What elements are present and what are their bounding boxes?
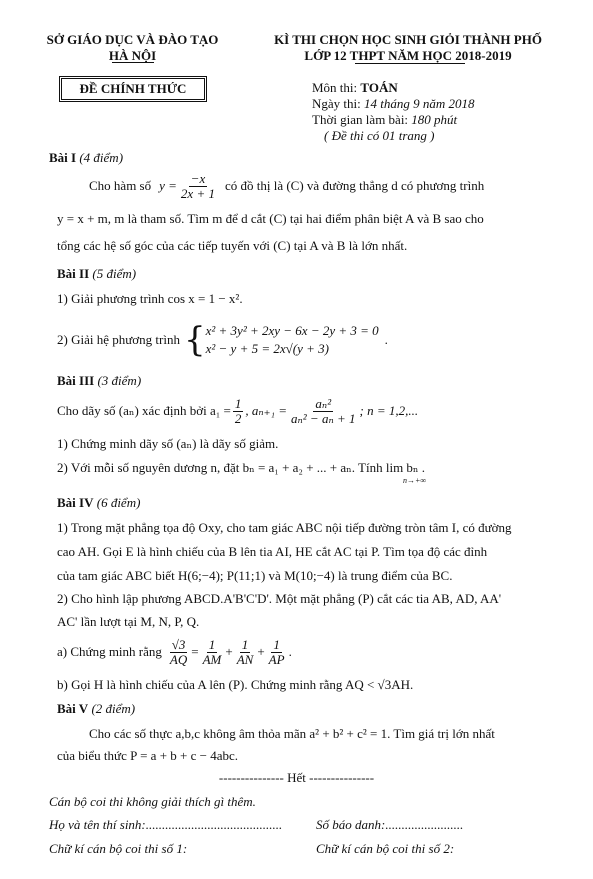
section-3-question-1: 1) Chứng minh dãy số (aₙ) là dãy số giảm. xyxy=(57,436,279,451)
function-fraction xyxy=(179,172,217,200)
section-1-line-2: y = x + m, m là tham số. Tìm m để d cắt (C) tại hai điểm phân biệt A và B sao cho xyxy=(57,211,484,226)
section-4-title: Bài IV xyxy=(57,495,94,510)
function-numerator: −x xyxy=(190,170,206,186)
pa-plus-1: + xyxy=(225,644,233,659)
exam-subtitle: LỚP 12 THPT NĂM HỌC 2018-2019 xyxy=(304,48,512,63)
part-a-label: a) Chứng minh rằng xyxy=(57,644,162,659)
sqrt3-over-aq xyxy=(168,638,189,666)
section-1-line-3: tổng các hệ số góc của các tiếp tuyến với (C) tại A và B là lớn nhất. xyxy=(57,238,408,253)
section-1-points: (4 điểm) xyxy=(79,150,124,165)
system-equation-2: x² − y + 5 = 2x√(y + 3) xyxy=(205,341,329,356)
section-4-part-b: b) Gọi H là hình chiếu của A lên (P). Chứng minh rằng AQ < √3AH. xyxy=(57,677,414,692)
subject-label: Môn thi: xyxy=(312,80,358,95)
pa-equals: = xyxy=(191,644,199,659)
sequence-def-c: ; n = 1,2,... xyxy=(359,403,419,418)
city-name: HÀ NỘI xyxy=(108,48,157,63)
equation-system xyxy=(206,322,379,358)
header-rule-right xyxy=(355,63,465,64)
header-rule-left xyxy=(112,62,154,63)
system-equation-1: x² + 3y² + 2xy − 6x − 2y + 3 = 0 xyxy=(205,323,379,338)
sequence-def-b: , aₙ₊₁ = xyxy=(245,403,288,418)
pa-end: . xyxy=(288,644,292,659)
section-5-heading xyxy=(57,701,135,717)
section-2-points: (5 điểm) xyxy=(92,266,137,281)
pa-f3-den: AN xyxy=(236,651,254,667)
time-label: Thời gian làm bài: xyxy=(312,112,409,127)
section-4-p1-line-2: cao AH. Gọi E là hình chiếu của B lên tia AI, HE cắt AC tại P. Tìm tọa độ các đỉnh xyxy=(57,544,488,559)
recurrence-denominator: aₙ² − aₙ + 1 xyxy=(291,410,356,426)
one-over-am xyxy=(201,638,224,666)
a1-denominator: 2 xyxy=(234,410,242,426)
section-3-points: (3 điểm) xyxy=(97,373,142,388)
section-3-title: Bài III xyxy=(57,373,95,388)
section-1-line-1 xyxy=(89,168,559,204)
pa-f1-den: AQ xyxy=(169,651,188,667)
official-box: ĐỀ CHÍNH THỨC xyxy=(61,78,205,100)
section-4-p1-line-1: 1) Trong mặt phẳng tọa độ Oxy, cho tam giác ABC nội tiếp đường tròn tâm I, có đường xyxy=(57,520,512,535)
a1-fraction xyxy=(233,397,244,425)
proctor-1-signature: Chữ kí cán bộ coi thi số 1: xyxy=(49,841,188,856)
end-marker: --------------- Hết --------------- xyxy=(218,770,375,785)
section-3-question-2: 2) Với mỗi số nguyên dương n, đặt bₙ = a₁ + a₂ + ... + aₙ. Tính lim bₙ . xyxy=(57,460,426,475)
section-5-line-1: Cho các số thực a,b,c không âm thỏa mãn a² + b² + c² = 1. Tìm giá trị lớn nhất xyxy=(89,726,495,741)
pa-f4-num: 1 xyxy=(273,636,280,652)
pa-f1-num: √3 xyxy=(171,636,186,652)
section-1-text-a: Cho hàm số xyxy=(89,178,152,193)
section-5-title: Bài V xyxy=(57,701,89,716)
recurrence-fraction xyxy=(289,397,357,425)
sequence-definition xyxy=(57,393,418,429)
candidate-name-field: Họ và tên thí sinh:.......................................... xyxy=(49,817,283,832)
date-line xyxy=(312,96,475,112)
time-line xyxy=(312,112,457,128)
section-4-points: (6 điểm) xyxy=(96,495,141,510)
pa-f2-num: 1 xyxy=(208,636,216,652)
subject-line xyxy=(312,80,398,96)
section-4-p1-line-3: của tam giác ABC biết H(6;−4); P(11;1) và M(10;−4) là trung điểm của BC. xyxy=(57,568,453,583)
function-denominator: 2x + 1 xyxy=(180,185,215,201)
recurrence-numerator: aₙ² xyxy=(315,395,332,411)
section-3-heading xyxy=(57,373,141,389)
section-1-heading xyxy=(49,150,123,166)
sequence-def-a: Cho dãy số (aₙ) xác định bởi a₁ = xyxy=(57,403,231,418)
system-brace: { xyxy=(183,320,206,360)
section-4-p2-line-1: 2) Cho hình lập phương ABCD.A'B'C'D'. Một mặt phẳng (P) cắt các tia AB, AD, AA' xyxy=(57,591,502,606)
one-over-an xyxy=(235,638,256,666)
a1-numerator: 1 xyxy=(234,395,242,411)
date-label: Ngày thi: xyxy=(312,96,361,111)
pages-note: ( Đề thi có 01 trang ) xyxy=(324,128,435,143)
section-5-points: (2 điểm) xyxy=(91,701,136,716)
function-lhs: y = xyxy=(159,178,177,193)
section-1-title: Bài I xyxy=(49,150,77,165)
candidate-number-field: Số báo danh:........................ xyxy=(316,817,464,832)
section-4-heading xyxy=(57,495,140,511)
section-2-q2-label: 2) Giải hệ phương trình xyxy=(57,332,180,347)
section-4-p2-line-2: AC' lần lượt tại M, N, P, Q. xyxy=(57,614,200,629)
time-value: 180 phút xyxy=(411,112,458,127)
one-over-ap xyxy=(267,638,287,666)
section-5-line-2: của biểu thức P = a + b + c − 4abc. xyxy=(57,748,239,763)
limit-subscript: n→+∞ xyxy=(403,476,427,485)
department-name: SỞ GIÁO DỤC VÀ ĐÀO TẠO xyxy=(46,32,219,47)
proctor-note: Cán bộ coi thi không giải thích gì thêm. xyxy=(49,794,256,809)
section-2-question-1: 1) Giải phương trình cos x = 1 − x². xyxy=(57,291,243,306)
pa-plus-2: + xyxy=(257,644,265,659)
subject-value: TOÁN xyxy=(360,80,398,95)
pa-f3-num: 1 xyxy=(241,636,249,652)
pa-f4-den: AP xyxy=(268,651,285,667)
section-2-heading xyxy=(57,266,136,282)
section-1-text-b: có đồ thị là (C) và đường thẳng d có phương trình xyxy=(224,178,485,193)
section-2-title: Bài II xyxy=(57,266,90,281)
exam-title: KÌ THI CHỌN HỌC SINH GIỎI THÀNH PHỐ xyxy=(274,32,542,47)
proctor-2-signature: Chữ kí cán bộ coi thi số 2: xyxy=(316,841,455,856)
date-value: 14 tháng 9 năm 2018 xyxy=(364,96,475,111)
section-4-part-a xyxy=(57,632,292,672)
pa-f2-den: AM xyxy=(202,651,222,667)
section-2-question-2: 2) Giải hệ phương trình { x² + 3y² + 2xy − 6x − 2y + 3 = 0 x² − y + 5 = 2x√(y + 3) . xyxy=(57,320,388,360)
